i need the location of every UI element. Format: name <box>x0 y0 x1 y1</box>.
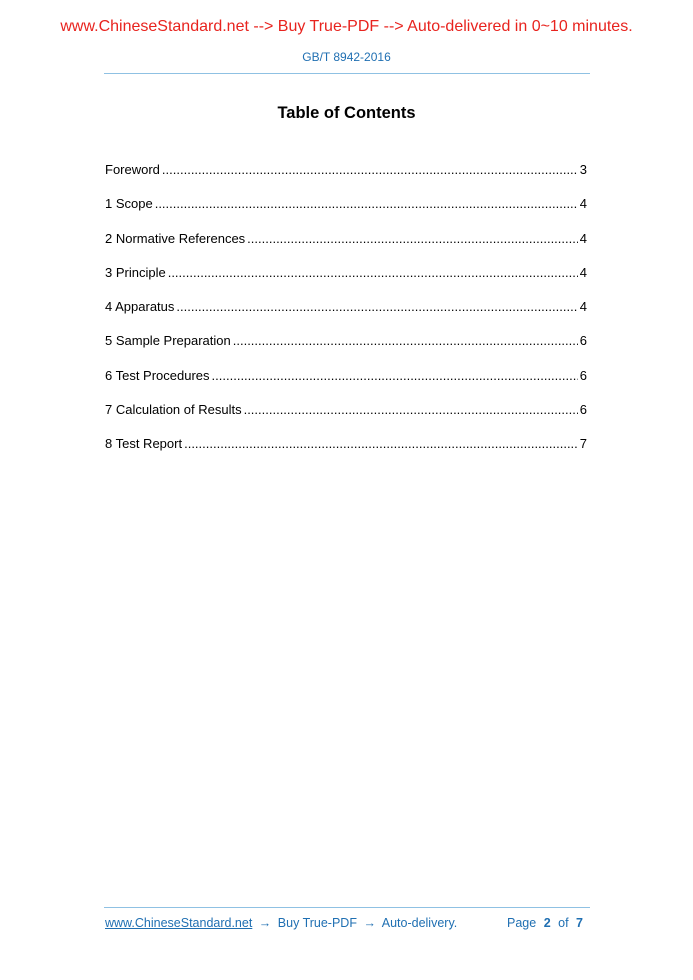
current-page-number: 2 <box>543 916 551 930</box>
toc-entry-label: 4 Apparatus <box>105 299 175 315</box>
footer-divider <box>104 907 590 908</box>
toc-entry-page: 4 <box>579 230 587 246</box>
footer-site-link[interactable]: www.ChineseStandard.net <box>105 916 253 930</box>
toc-entry-page: 4 <box>579 196 587 212</box>
footer-delivery-text: Auto-delivery. <box>381 916 458 930</box>
toc-dot-leader <box>162 161 578 179</box>
toc-entry-label: 6 Test Procedures <box>105 367 210 383</box>
toc-entry-page: 4 <box>579 299 587 315</box>
header-divider <box>104 73 590 74</box>
toc-dot-leader <box>155 195 578 213</box>
toc-entry-normative-references[interactable] <box>105 230 587 264</box>
standard-code: GB/T 8942-2016 <box>302 50 391 64</box>
toc-dot-leader <box>176 298 577 316</box>
toc-entry-sample-preparation[interactable] <box>105 332 587 366</box>
toc-entry-page: 6 <box>579 333 587 349</box>
toc-entry-label: 1 Scope <box>105 196 153 212</box>
footer-promo <box>105 916 457 930</box>
toc-entry-foreword[interactable] <box>105 161 587 195</box>
toc-entry-principle[interactable] <box>105 264 587 298</box>
toc-dot-leader <box>247 230 578 248</box>
page-indicator <box>507 916 587 930</box>
promo-banner[interactable] <box>0 18 693 36</box>
arrow-right-icon: → <box>258 916 272 930</box>
toc-entry-label: 7 Calculation of Results <box>105 402 242 418</box>
toc-dot-leader <box>244 401 578 419</box>
arrow-right-icon: → <box>363 916 376 930</box>
toc-title: Table of Contents <box>277 104 416 122</box>
toc-dot-leader <box>184 435 578 453</box>
toc-entry-label: 3 Principle <box>105 264 166 280</box>
toc-entry-page: 6 <box>579 367 587 383</box>
toc-entry-calculation-of-results[interactable] <box>105 401 587 435</box>
toc-entry-label: 8 Test Report <box>105 436 183 452</box>
toc-entry-scope[interactable] <box>105 195 587 229</box>
toc-dot-leader <box>212 367 578 385</box>
table-of-contents <box>105 161 587 470</box>
toc-entry-label: 2 Normative References <box>105 230 246 246</box>
promo-banner-text[interactable]: www.ChineseStandard.net --> Buy True-PDF --> Auto-delivered in 0~10 minutes. <box>60 18 633 35</box>
toc-entry-page: 4 <box>579 264 587 280</box>
page-footer <box>105 916 587 930</box>
footer-buy-text: Buy True-PDF <box>277 916 357 930</box>
toc-entry-label: 5 Sample Preparation <box>105 333 231 349</box>
page-prefix: Page <box>507 916 537 930</box>
total-pages-number: 7 <box>576 916 583 930</box>
toc-entry-page: 7 <box>579 436 587 452</box>
toc-entry-page: 6 <box>579 402 587 418</box>
toc-dot-leader <box>168 264 578 282</box>
toc-entry-test-procedures[interactable] <box>105 367 587 401</box>
page-of-label: of <box>558 916 569 930</box>
toc-entry-apparatus[interactable] <box>105 298 587 332</box>
toc-entry-page: 3 <box>579 162 587 177</box>
toc-entry-label: Foreword <box>105 162 160 177</box>
toc-entry-test-report[interactable] <box>105 435 587 469</box>
toc-dot-leader <box>233 332 578 350</box>
